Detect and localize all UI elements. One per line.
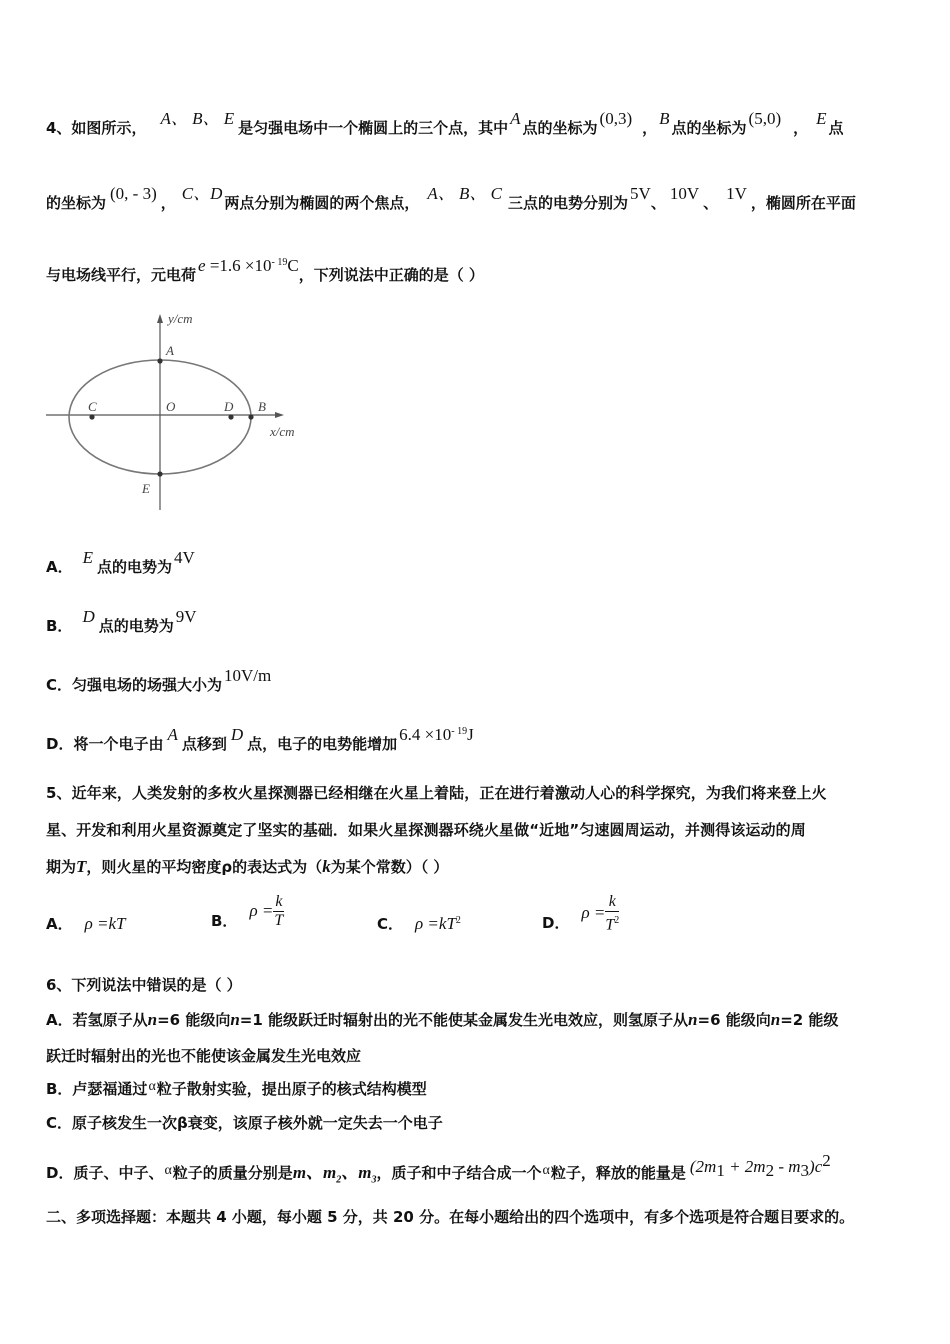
- q4-option-d: D．将一个电子由 A 点移到 D 点，电子的电势能增加 $6.4 \times 10^{- 19}J$: [46, 725, 474, 753]
- q6-option-b: B．卢瑟福通过α粒子散射实验，提出原子的核式结构模型: [46, 1079, 427, 1098]
- point-b: [248, 414, 253, 419]
- q6-option-c: C．原子核发生一次β衰变，该原子核外就一定失去一个电子: [46, 1114, 443, 1132]
- q5-line-1: 5、近年来，人类发射的多枚火星探测器已经相继在火星上着陆，正在进行着激动人心的科学探究，为我们将来登上火: [46, 784, 827, 802]
- q5-option-b: B．ρ = $\frac{k}{T}$: [211, 893, 284, 930]
- q6-title: 6、下列说法中错误的是（ ）: [46, 976, 242, 994]
- q4-option-a: A． E 点的电势为 4V: [46, 548, 195, 576]
- label-c: C: [88, 399, 97, 414]
- q5-line-2: 星、开发和利用火星资源奠定了坚实的基础．如果火星探测器环绕火星做“近地”匀速圆周运动，并测得该运动的周: [46, 821, 806, 839]
- ellipse-diagram: [40, 305, 310, 515]
- x-axis-arrow: [275, 412, 284, 418]
- q4-line-3: 与电场线平行，元电荷 $e =1.6 \times 10^{- 19}C$，下列说法中正确的是（ ）: [46, 256, 484, 284]
- label-y-axis: y/cm: [168, 311, 193, 326]
- q5-line-3: 期为T，则火星的平均密度ρ的表达式为（k为某个常数）（ ）: [46, 857, 449, 876]
- label-e: E: [142, 481, 150, 496]
- q4-line-1: 4、如图所示， A、 B、 E 是匀强电场中一个椭圆上的三个点，其中 A 点的坐标为 (0,3) ， B 点的坐标为 (5,0) ， E 点: [46, 109, 844, 137]
- label-x-axis: x/cm: [270, 424, 295, 439]
- q4-line-2: 的坐标为 (0, - 3) ， C、D 两点分别为椭圆的两个焦点， A、 B、 C 三点的电势分别为 5V、 10V 、 1V ，椭圆所在平面: [46, 184, 856, 212]
- q4-option-c: C．匀强电场的场强大小为 10V/m: [46, 666, 272, 694]
- y-axis-arrow: [157, 314, 163, 323]
- label-o: O: [166, 399, 176, 414]
- q5-option-c: C． $\rho =kT^2$: [377, 914, 461, 933]
- q5-option-d: D．ρ = $\frac{k}{T^2}$: [542, 893, 620, 934]
- q6-option-d: D．质子、中子、α粒子的质量分别是m、$m_2$、$m_3$，质子和中子结合成一个α粒子，释放的能量是 $(2m_1 + 2m_2 - m_3)c^2$: [46, 1151, 831, 1186]
- label-a: A: [166, 343, 174, 358]
- q5-option-a: A． ρ =kT: [46, 914, 126, 933]
- point-d: [228, 414, 233, 419]
- q6-option-a-line-1: A．若氢原子从n=6 能级向n=1 能级跃迁时辐射出的光不能使某金属发生光电效应，则氢原子从n=6 能级向n=2 能级: [46, 1010, 839, 1029]
- label-b: B: [258, 399, 266, 414]
- point-e: [157, 471, 162, 476]
- point-a: [157, 358, 162, 363]
- label-d: D: [224, 399, 234, 414]
- point-c: [89, 414, 94, 419]
- q6-option-a-line-2: 跃迁时辐射出的光也不能使该金属发生光电效应: [46, 1047, 362, 1065]
- section-2-heading: 二、多项选择题：本题共 4 小题，每小题 5 分，共 20 分。在每小题给出的四个选项中，有多个选项是符合题目要求的。: [46, 1208, 855, 1226]
- q4-option-b: B． D 点的电势为 9V: [46, 607, 197, 635]
